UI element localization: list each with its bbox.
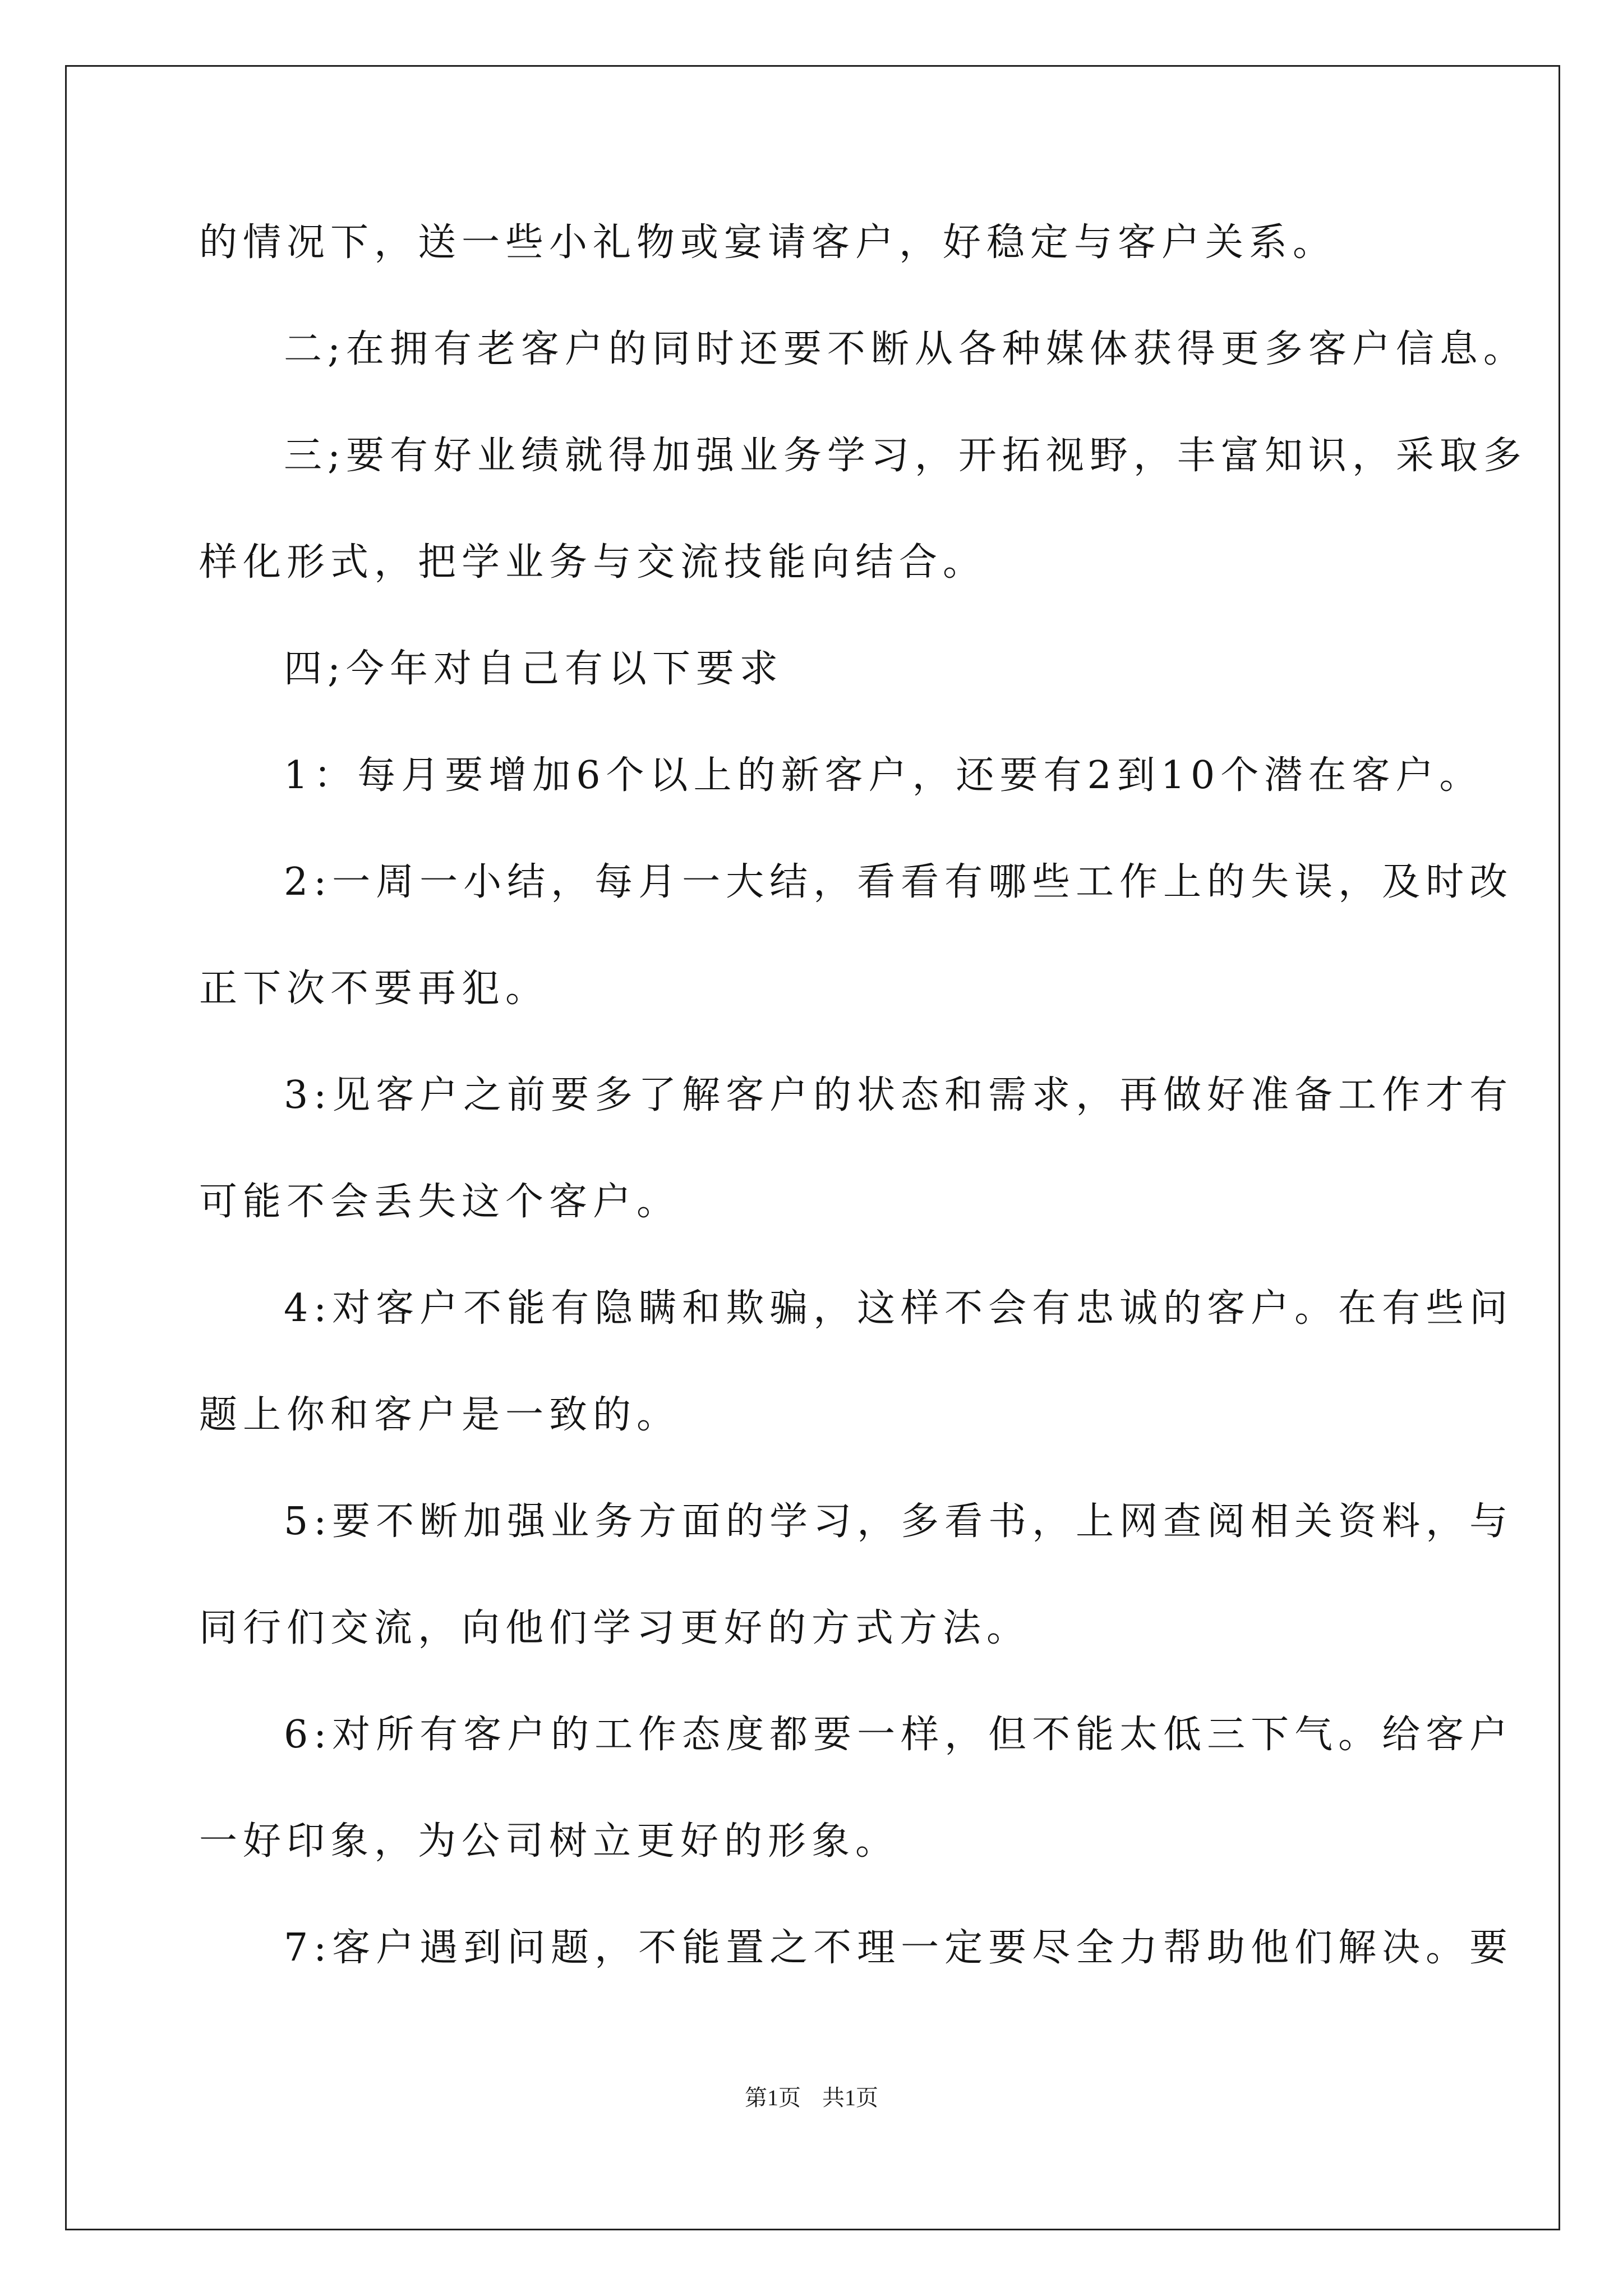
page-footer bbox=[0, 2081, 1623, 2115]
text-line: 4:对客户不能有隐瞒和欺骗，这样不会有忠诚的客户。在有些问 bbox=[284, 1286, 1514, 1331]
text-line: 样化形式，把学业务与交流技能向结合。 bbox=[199, 540, 987, 585]
page-border bbox=[65, 65, 1560, 2230]
text-line: 的情况下，送一些小礼物或宴请客户，好稳定与客户关系。 bbox=[199, 220, 1337, 265]
text-line: 四;今年对自己有以下要求 bbox=[284, 647, 783, 691]
page-number: 第1页 bbox=[745, 2085, 801, 2110]
text-line: 题上你和客户是一致的。 bbox=[199, 1393, 681, 1437]
text-line: 7:客户遇到问题，不能置之不理一定要尽全力帮助他们解决。要 bbox=[284, 1926, 1514, 1970]
page-total: 共1页 bbox=[822, 2085, 878, 2110]
text-line: 6:对所有客户的工作态度都要一样，但不能太低三下气。给客户 bbox=[284, 1713, 1514, 1757]
text-line: 1：每月要增加6个以上的新客户，还要有2到10个潜在客户。 bbox=[284, 753, 1483, 798]
text-line: 5:要不断加强业务方面的学习，多看书，上网查阅相关资料，与 bbox=[284, 1499, 1514, 1544]
text-line: 2:一周一小结，每月一大结，看看有哪些工作上的失误，及时改 bbox=[284, 860, 1514, 904]
text-line: 正下次不要再犯。 bbox=[199, 967, 550, 1011]
text-line: 二;在拥有老客户的同时还要不断从各种媒体获得更多客户信息。 bbox=[284, 327, 1527, 371]
text-line: 可能不会丢失这个客户。 bbox=[199, 1180, 681, 1224]
text-line: 同行们交流，向他们学习更好的方式方法。 bbox=[199, 1606, 1031, 1650]
text-line: 一好印象，为公司树立更好的形象。 bbox=[199, 1819, 900, 1864]
text-line: 3:见客户之前要多了解客户的状态和需求，再做好准备工作才有 bbox=[284, 1073, 1514, 1117]
text-line: 三;要有好业绩就得加强业务学习，开拓视野，丰富知识，采取多 bbox=[284, 434, 1527, 478]
